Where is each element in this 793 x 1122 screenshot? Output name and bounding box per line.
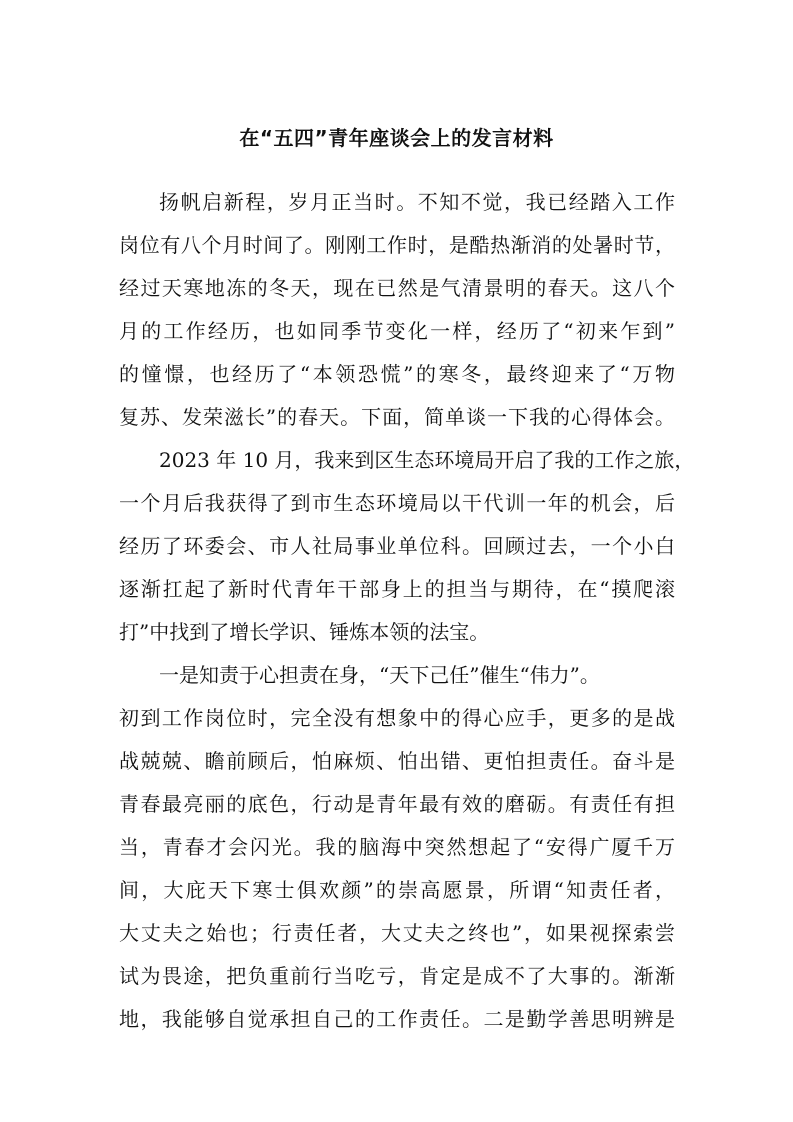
- paragraph-line: 试为畏途，把负重前行当吃亏，肯定是成不了大事的。渐渐: [119, 964, 675, 988]
- paragraph-line: 青春最亮丽的底色，行动是青年最有效的磨砺。有责任有担: [119, 792, 675, 816]
- document-title: 在“五四”青年座谈会上的发言材料: [239, 126, 554, 150]
- paragraph-line: 经历了环委会、市人社局事业单位科。回顾过去，一个小白: [119, 534, 675, 558]
- paragraph-line: 岗位有八个月时间了。刚刚工作时，是酷热渐消的处暑时节，: [119, 233, 675, 257]
- paragraph-line: 地，我能够自觉承担自己的工作责任。二是勤学善思明辨是: [119, 1007, 675, 1031]
- paragraph-line: 月的工作经历，也如同季节变化一样，经历了“初来乍到”: [119, 319, 675, 343]
- paragraph-line: 一个月后我获得了到市生态环境局以干代训一年的机会，后: [119, 491, 675, 515]
- paragraph-line: 间，大庇天下寒士俱欢颜”的崇高愿景，所谓“知责任者，: [119, 878, 675, 902]
- paragraph-line: 复苏、发荣滋长”的春天。下面，简单谈一下我的心得体会。: [119, 405, 675, 429]
- paragraph-line: 当，青春才会闪光。我的脑海中突然想起了“安得广厦千万: [119, 835, 675, 859]
- paragraph-line: 初到工作岗位时，完全没有想象中的得心应手，更多的是战: [119, 706, 675, 730]
- paragraph-line: 一是知责于心担责在身，“天下己任”催生“伟力”。: [159, 663, 600, 687]
- paragraph-line: 打”中找到了增长学识、锤炼本领的法宝。: [119, 620, 490, 644]
- paragraph-line: 2023 年 10 月，我来到区生态环境局开启了我的工作之旅，: [159, 448, 695, 472]
- paragraph-line: 经过天寒地冻的冬天，现在已然是气清景明的春天。这八个: [119, 276, 675, 300]
- paragraph-line: 大丈夫之始也；行责任者，大丈夫之终也”，如果视探索尝: [119, 921, 675, 945]
- paragraph-line: 战兢兢、瞻前顾后，怕麻烦、怕出错、更怕担责任。奋斗是: [119, 749, 675, 773]
- paragraph-line: 逐渐扛起了新时代青年干部身上的担当与期待，在“摸爬滚: [119, 577, 675, 601]
- paragraph-line: 的憧憬，也经历了“本领恐慌”的寒冬，最终迎来了“万物: [119, 362, 675, 386]
- paragraph-line: 扬帆启新程，岁月正当时。不知不觉，我已经踏入工作: [159, 190, 675, 214]
